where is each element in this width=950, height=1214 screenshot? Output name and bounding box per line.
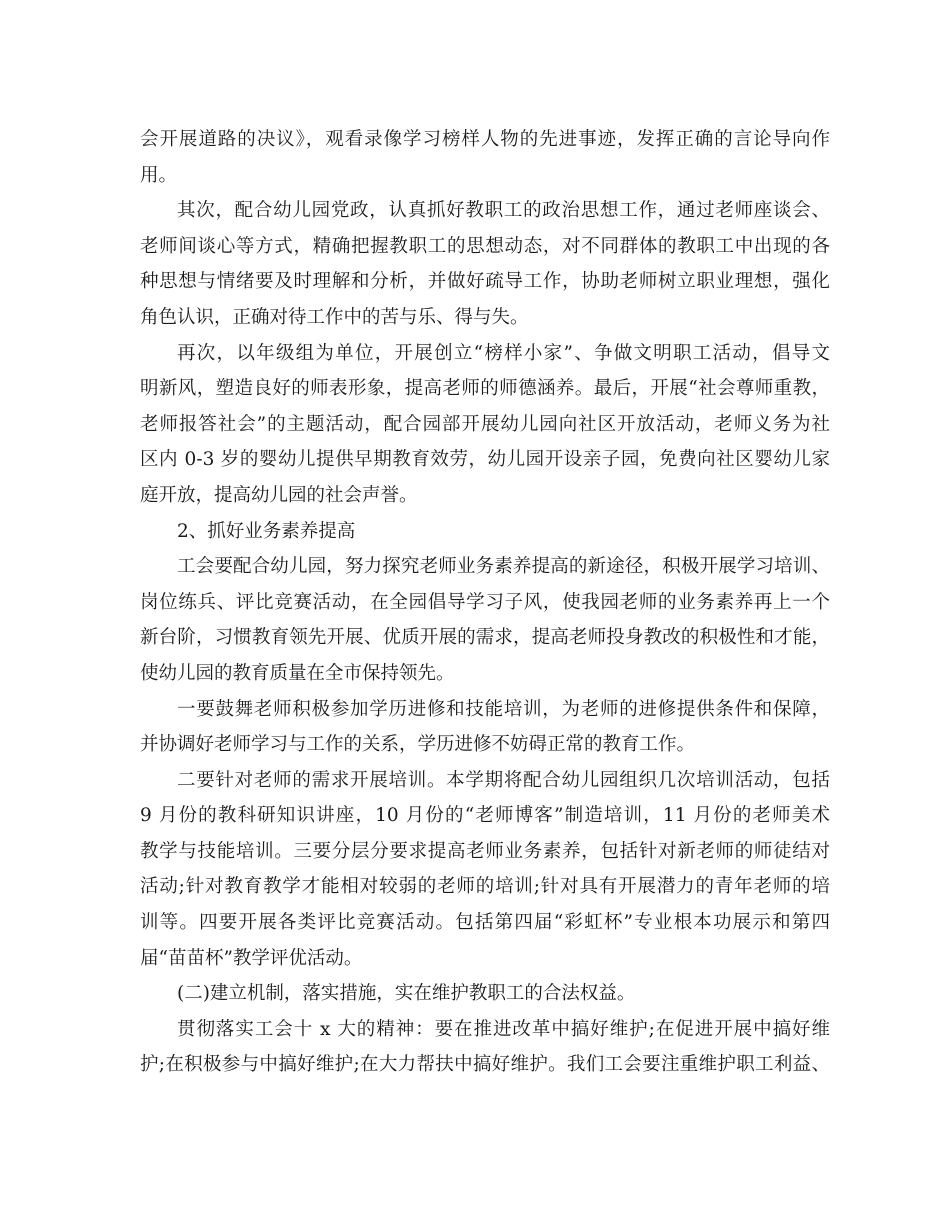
text-line: 届“苗苗杯”教学评优活动。 bbox=[140, 947, 363, 969]
text-line: 活动;针对教育教学才能相对较弱的老师的培训;针对具有开展潜力的青年老师的培 bbox=[140, 876, 830, 898]
text-line: 9 月份的教科研知识讲座，10 月份的“老师博客”制造培训，11 月份的老师美术 bbox=[140, 805, 830, 827]
text-line: 庭开放，提高幼儿园的社会声誉。 bbox=[140, 484, 418, 506]
text-line: 区内 0-3 岁的婴幼儿提供早期教育效劳，幼儿园开设亲子园，免费向社区婴幼儿家 bbox=[140, 449, 830, 471]
document-body bbox=[140, 122, 830, 1083]
text-line: 并协调好老师学习与工作的关系，学历进修不妨碍正常的教育工作。 bbox=[140, 734, 696, 756]
section-heading: 2、抓好业务素养提高 bbox=[177, 520, 356, 542]
section-heading: (二)建立机制，落实措施，实在维护教职工的合法权益。 bbox=[177, 983, 636, 1005]
text-line: 工会要配合幼儿园，努力探究老师业务素养提高的新途径，积极开展学习培训、 bbox=[177, 556, 830, 578]
text-line: 再次，以年级组为单位，开展创立“榜样小家”、争做文明职工活动，倡导文 bbox=[177, 342, 830, 364]
text-line: 老师报答社会”的主题活动，配合园部开展幼儿园向社区开放活动，老师义务为社 bbox=[140, 413, 830, 435]
text-line: 老师间谈心等方式，精确把握教职工的思想动态，对不同群体的教职工中出现的各 bbox=[140, 235, 830, 257]
text-line: 其次，配合幼儿园党政，认真抓好教职工的政治思想工作，通过老师座谈会、 bbox=[177, 200, 830, 222]
text-line: 种思想与情绪要及时理解和分析，并做好疏导工作，协助老师树立职业理想，强化 bbox=[140, 271, 830, 293]
text-line: 二要针对老师的需求开展培训。本学期将配合幼儿园组织几次培训活动，包括 bbox=[177, 769, 830, 791]
text-line: 使幼儿园的教育质量在全市保持领先。 bbox=[140, 662, 455, 684]
text-line: 教学与技能培训。三要分层分要求提高老师业务素养，包括针对新老师的师徒结对 bbox=[140, 840, 830, 862]
text-line: 用。 bbox=[140, 164, 178, 186]
text-line: 护;在积极参与中搞好维护;在大力帮扶中搞好维护。我们工会要注重维护职工利益、 bbox=[140, 1054, 830, 1076]
text-line: 一要鼓舞老师积极参加学历进修和技能培训，为老师的进修提供条件和保障， bbox=[177, 698, 830, 720]
text-line: 明新风，塑造良好的师表形象，提高老师的师德涵养。最后，开展“社会尊师重教， bbox=[140, 378, 830, 400]
text-line: 会开展道路的决议》，观看录像学习榜样人物的先进事迹，发挥正确的言论导向作 bbox=[140, 129, 830, 150]
text-line: 角色认识，正确对待工作中的苦与乐、得与失。 bbox=[140, 306, 529, 328]
text-line: 训等。四要开展各类评比竞赛活动。包括第四届“彩虹杯”专业根本功展示和第四 bbox=[140, 912, 830, 934]
text-line: 新台阶，习惯教育领先开展、优质开展的需求，提高老师投身教改的积极性和才能， bbox=[140, 627, 830, 649]
text-line: 贯彻落实工会十 x 大的精神：要在推进改革中搞好维护;在促进开展中搞好维 bbox=[177, 1018, 830, 1040]
text-line: 岗位练兵、评比竞赛活动，在全园倡导学习子风，使我园老师的业务素养再上一个 bbox=[140, 591, 830, 613]
